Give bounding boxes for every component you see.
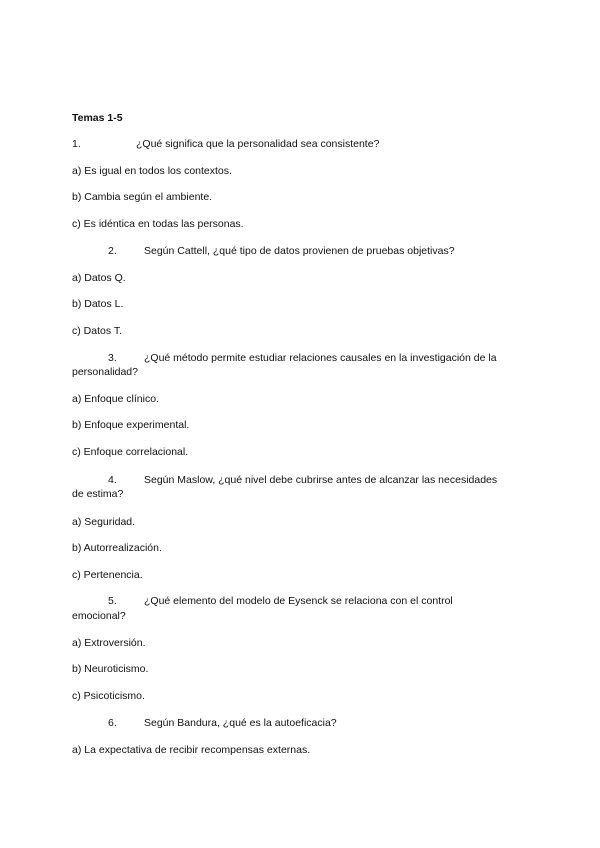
question-text: Según Bandura, ¿qué es la autoeficacia?: [144, 717, 337, 729]
answer-option: c) Psicoticismo.: [72, 690, 145, 702]
answer-option: a) Enfoque clínico.: [72, 393, 159, 405]
answer-option: a) Datos Q.: [72, 272, 126, 284]
question-text: Según Maslow, ¿qué nivel debe cubrirse antes de alcanzar las necesidades: [144, 474, 498, 486]
question-text: ¿Qué método permite estudiar relaciones causales en la investigación de la: [144, 352, 497, 364]
question-number: 2.: [108, 245, 117, 257]
answer-option: a) Seguridad.: [72, 516, 136, 528]
answer-option: a) Extroversión.: [72, 637, 146, 649]
question-number: 4.: [108, 474, 117, 486]
answer-option: a) La expectativa de recibir recompensas externas.: [72, 744, 311, 756]
question-text: Según Cattell, ¿qué tipo de datos provienen de pruebas objetivas?: [144, 245, 455, 257]
answer-option: b) Autorrealización.: [72, 542, 162, 554]
answer-option: b) Cambia según el ambiente.: [72, 191, 213, 203]
question-text: ¿Qué significa que la personalidad sea consistente?: [136, 138, 380, 150]
answer-option: b) Neuroticismo.: [72, 663, 149, 675]
answer-option: c) Datos T.: [72, 325, 122, 337]
answer-option: b) Datos L.: [72, 298, 124, 310]
question-number: 1.: [72, 138, 81, 150]
answer-option: c) Es idéntica en todas las personas.: [72, 218, 244, 230]
question-number: 5.: [108, 595, 117, 607]
question-continuation: personalidad?: [72, 366, 138, 378]
question-number: 6.: [108, 717, 117, 729]
answer-option: b) Enfoque experimental.: [72, 419, 190, 431]
question-continuation: emocional?: [72, 610, 126, 622]
question-number: 3.: [108, 352, 117, 364]
answer-option: a) Es igual en todos los contextos.: [72, 165, 232, 177]
question-continuation: de estima?: [72, 488, 124, 500]
answer-option: c) Enfoque correlacional.: [72, 446, 189, 458]
answer-option: c) Pertenencia.: [72, 569, 143, 581]
question-text: ¿Qué elemento del modelo de Eysenck se relaciona con el control: [144, 595, 453, 607]
page-title: Temas 1-5: [72, 112, 123, 124]
